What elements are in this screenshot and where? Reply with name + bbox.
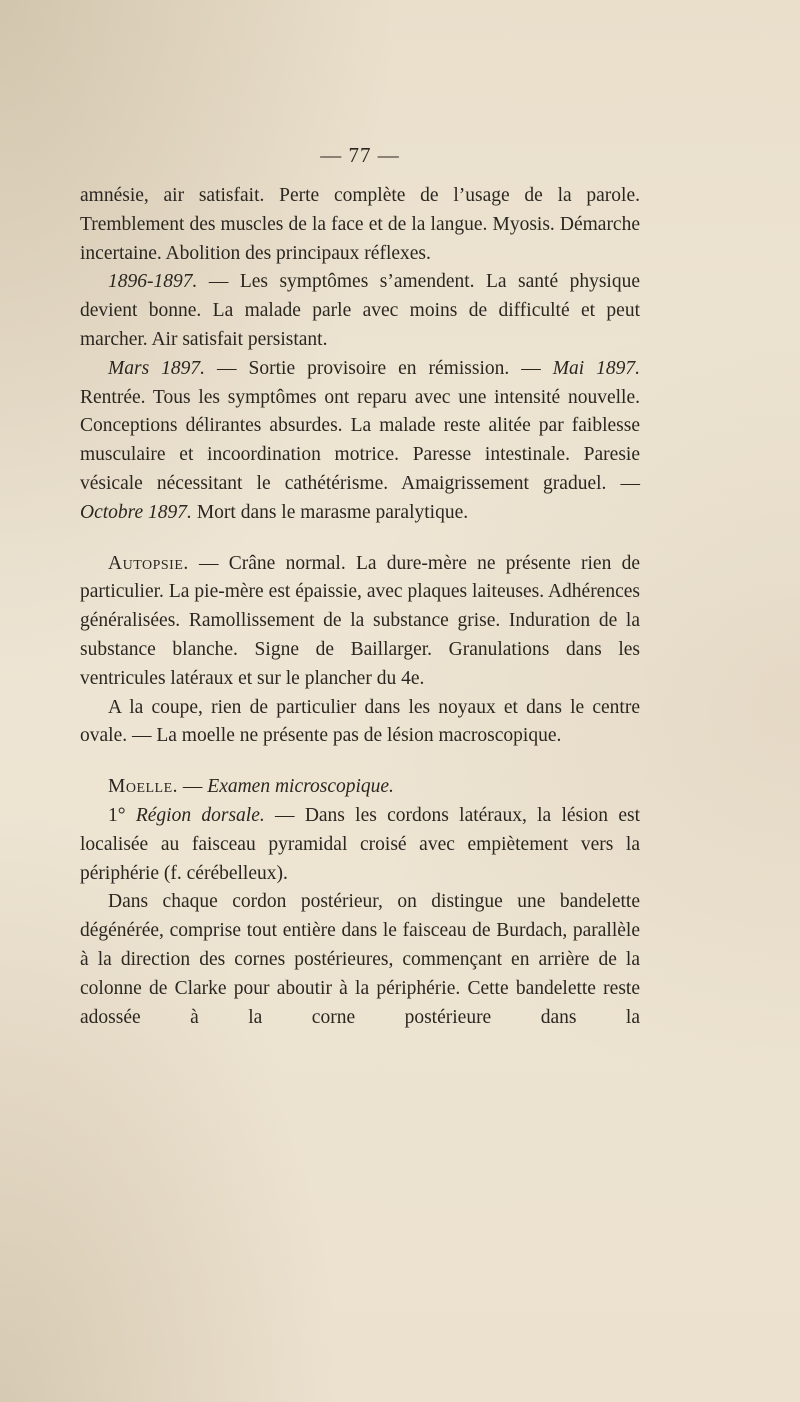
section-number: 1° [108, 804, 136, 826]
paragraph-autopsie [80, 550, 640, 694]
heading-region-dorsale: Région dorsale. [135, 804, 265, 826]
moelle-dash: — [178, 776, 208, 798]
date-mars-1897: Mars 1897. [108, 357, 206, 379]
date-1896-1897: 1896-1897. [108, 271, 198, 293]
label-autopsie: Autopsie. [108, 552, 189, 574]
paragraph-1897-text-1: — Sortie provisoire en rémission. — [205, 357, 553, 379]
label-moelle: Moelle. [108, 776, 179, 798]
paragraph-symptoms-intro: amnésie, air satisfait. Perte complète de l’usage de la parole. Tremblement des muscles de la face et de la langue. Myosis. Démarche incertaine. Abolition des principaux réflexes. [80, 185, 640, 264]
paragraph-1897-text-3: Mort dans le marasme paralytique. [191, 501, 469, 523]
paragraph-1897 [80, 355, 640, 528]
date-octobre-1897: Octobre 1897. [80, 501, 192, 523]
paragraph-cordon-posterieur: Dans chaque cordon postérieur, on distingue une bandelette dégénérée, comprise tout entière dans le faisceau de Burdach, parallèle à la direction des cornes postérieures, commençant en arrière de la colonne de Clarke pour aboutir à la périphérie. Cette bandelette reste adossée à la corne postérieure dans la [80, 891, 640, 1028]
paragraph-coupe: A la coupe, rien de particulier dans les noyaux et dans le centre ovale. — La moelle ne présente pas de lésion macroscopique. [80, 696, 640, 747]
paragraph-1896-1897 [80, 268, 640, 354]
paragraph-region-dorsale [80, 802, 640, 888]
book-page [80, 140, 640, 1032]
heading-examen-microscopique: Examen microscopique. [207, 776, 394, 798]
paragraph-moelle-heading [80, 773, 640, 802]
paragraph-1897-text-2: Rentrée. Tous les symptômes ont reparu avec une intensité nouvelle. Conceptions délirantes absurdes. La malade reste alitée par faiblesse musculaire et incoordination motrice. Paresse intestinale. Paresie vésicale nécessitant le cathétérisme. Amaigrissement graduel. — [80, 386, 640, 494]
page-number: — 77 — [320, 143, 400, 167]
paragraph-1896-1897-text: — Les symptômes s’amendent. La santé physique devient bonne. La malade parle avec moins de difficulté et peut marcher. Air satisfait persistant. [80, 271, 640, 350]
date-mai-1897: Mai 1897. [552, 357, 640, 379]
paragraph-autopsie-text: — Crâne normal. La dure-mère ne présente rien de particulier. La pie-mère est épaissie, avec plaques laiteuses. Adhérences généralisées. Ramollissement de la substance grise. Induration de la substance blanche. Signe de Baillarger. Granulations dans les ventricules latéraux et sur le plancher du 4e. [80, 552, 640, 689]
paragraph-region-dorsale-text: — Dans les cordons latéraux, la lésion est localisée au faisceau pyramidal croisé avec empiètement vers la périphérie (f. cérébelleux). [80, 804, 640, 884]
